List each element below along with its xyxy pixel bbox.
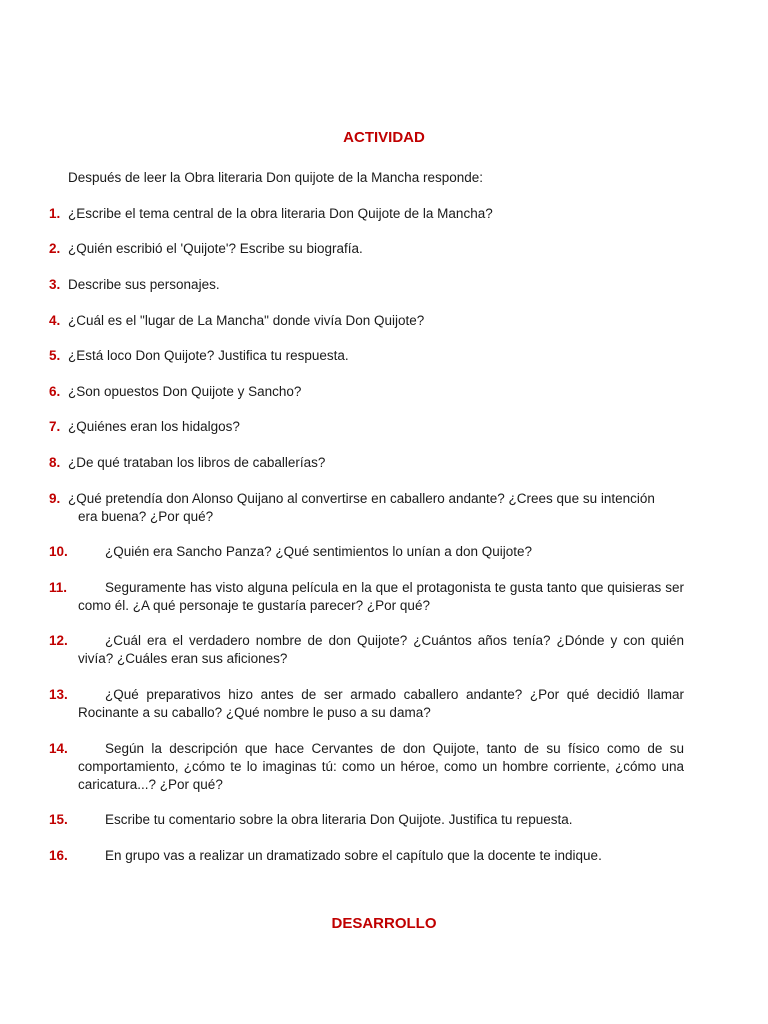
question-text: ¿Está loco Don Quijote? Justifica tu respuesta. [68,348,349,363]
question-text: Escribe tu comentario sobre la obra literaria Don Quijote. Justifica tu repuesta. [105,812,573,827]
question-number: 7. [49,419,61,434]
question-number: 5. [49,348,61,363]
question-number: 9. [49,491,61,506]
question-text-line: era buena? ¿Por qué? [78,509,214,524]
intro-text: Después de leer la Obra literaria Don quijote de la Mancha responde: [68,170,483,185]
question-text: ¿De qué trataban los libros de caballerías? [68,455,326,470]
question-number: 8. [49,455,61,470]
question-text: ¿Quién era Sancho Panza? ¿Qué sentimientos lo unían a don Quijote? [105,544,533,559]
question-number: 3. [49,277,61,292]
question-number: 2. [49,241,61,256]
section-title: DESARROLLO [331,915,437,932]
question-number: 13. [49,687,68,702]
question-text-line: ¿Qué pretendía don Alonso Quijano al convertirse en caballero andante? ¿Crees que su intención [68,491,655,506]
question-number: 4. [49,313,61,328]
question-text: Describe sus personajes. [68,277,220,292]
page-title: ACTIVIDAD [343,129,425,146]
question-number: 1. [49,206,61,221]
question-number: 16. [49,848,68,863]
question-number: 10. [49,544,68,559]
question-text: Seguramente has visto alguna película en la que el protagonista te gusta tanto que quisieras ser como él. ¿A qué personaje te gustaría parecer? ¿Por qué? [78,580,684,613]
question-number: 14. [49,741,68,756]
question-text: ¿Qué preparativos hizo antes de ser armado caballero andante? ¿Por qué decidió llamar Rocinante a su caballo? ¿Qué nombre le puso a su dama? [78,687,684,720]
question-number: 12. [49,633,68,648]
question-text: ¿Cuál es el "lugar de La Mancha" donde vivía Don Quijote? [68,313,425,328]
question-text: En grupo vas a realizar un dramatizado sobre el capítulo que la docente te indique. [105,848,602,863]
question-number: 11. [49,580,68,595]
question-number: 6. [49,384,61,399]
question-text: ¿Escribe el tema central de la obra literaria Don Quijote de la Mancha? [68,206,493,221]
question-text: ¿Quiénes eran los hidalgos? [68,419,240,434]
question-text: ¿Son opuestos Don Quijote y Sancho? [68,384,302,399]
question-text: ¿Quién escribió el 'Quijote'? Escribe su biografía. [68,241,363,256]
question-text [68,490,684,526]
question-text: ¿Cuál era el verdadero nombre de don Quijote? ¿Cuántos años tenía? ¿Dónde y con quién vivía? ¿Cuáles eran sus aficiones? [78,633,684,666]
question-number: 15. [49,812,68,827]
question-text: Según la descripción que hace Cervantes de don Quijote, tanto de su físico como de su comportamiento, ¿cómo te lo imaginas tú: como un héroe, como un hombre corriente, ¿cómo una caricatura...? ¿Por qué? [78,741,684,792]
